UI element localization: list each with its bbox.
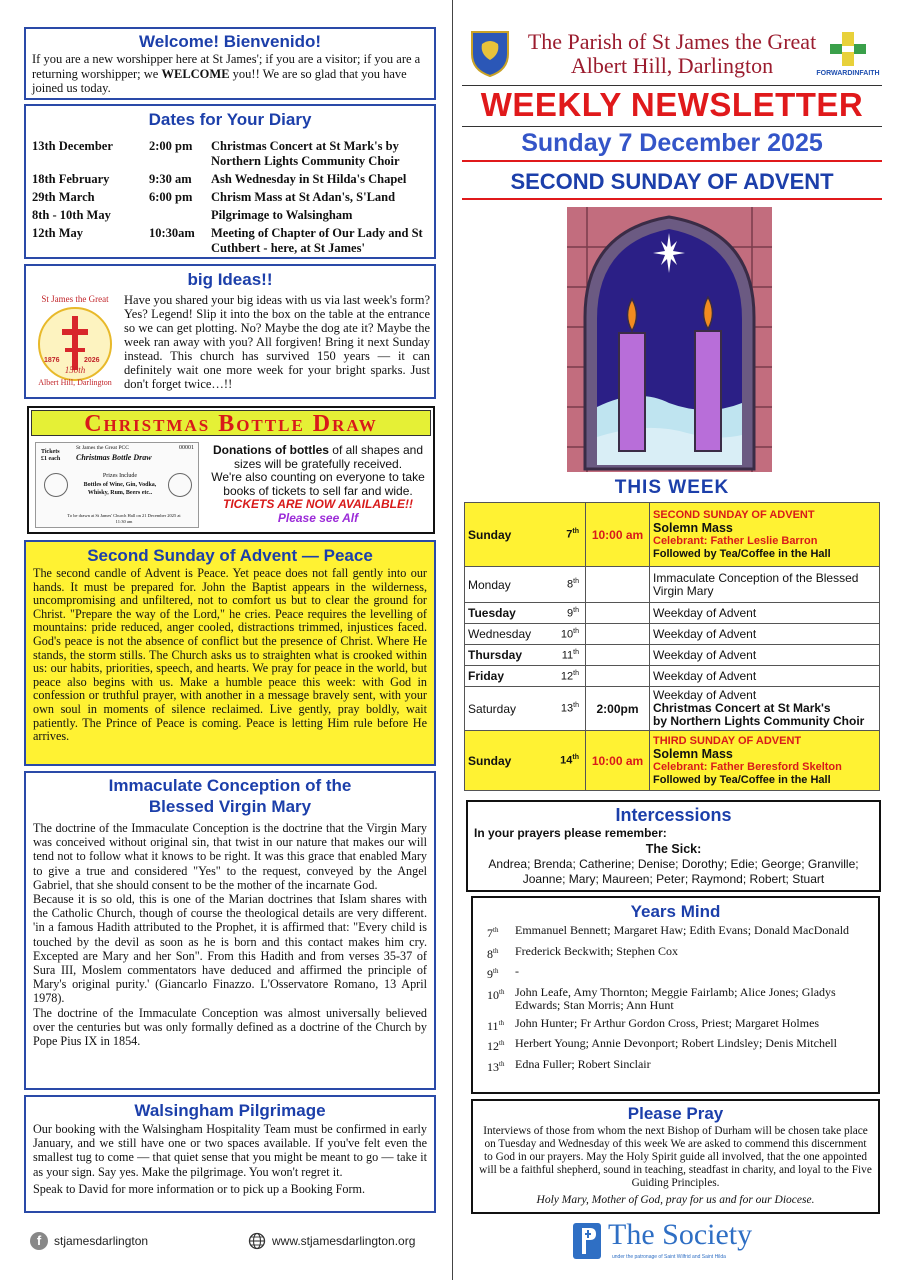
tickets-available: TICKETS ARE NOW AVAILABLE!! bbox=[223, 497, 413, 511]
week-event bbox=[650, 687, 880, 731]
week-date-digits: 10 bbox=[560, 628, 574, 641]
please-pray-text: Interviews of those from whom the next Bishop of Durham will be chosen take place on Tuesday and Wednesday of this week We are asked to commend this discernment to God in our prayers. May the Holy Spirit guide all involved, that the one appointed will be a faithful shepherd, sound in teaching, steadfast in charity, and loyal to the Five Guiding Principles. bbox=[479, 1125, 872, 1189]
diary-event: Christmas Concert at St Mark's by Northern Lights Community Choir bbox=[211, 139, 400, 168]
diary-event: Pilgrimage to Walsingham bbox=[211, 208, 353, 222]
week-date-suffix: th bbox=[573, 606, 579, 614]
week-row bbox=[465, 567, 880, 603]
week-event bbox=[650, 603, 880, 624]
years-mind-date bbox=[477, 1037, 515, 1054]
immaculate-title-1: Immaculate Conception of the bbox=[108, 776, 352, 795]
week-day: Tuesday bbox=[465, 603, 554, 624]
years-mind-date bbox=[477, 924, 515, 941]
intercessions-title: Intercessions bbox=[615, 805, 732, 825]
years-mind-date-digits: 8 bbox=[487, 946, 493, 961]
sick-label: The Sick: bbox=[645, 842, 702, 856]
society-emblem-icon bbox=[572, 1222, 602, 1260]
week-event bbox=[650, 666, 880, 687]
welcome-box bbox=[24, 27, 436, 100]
please-pray-title: Please Pray bbox=[627, 1104, 724, 1123]
week-event-line: Celebrant: Father Leslie Barron bbox=[653, 534, 818, 547]
logo-year-left: 1876 bbox=[44, 357, 60, 364]
parish-name-line-1: The Parish of St James the Great bbox=[527, 29, 817, 54]
facebook-icon: f bbox=[30, 1232, 48, 1250]
week-date-digits: 7 bbox=[566, 528, 573, 541]
advent-peace-text: The second candle of Advent is Peace. Yet peace does not fall gently into our hands. It must be prepared for. John the Baptist appears in the wilderness, uncompromising and unfiltered, not to comfort us but to clear the ground for Christ. "Prepare the way of the Lord," he cries. Peace requires the levelling of mountains: pride reduced, anger cooled, distractions trimmed, injustices faced. God's peace is not the absence of conflict but the presence of Christ. Where He stands, the storm stills. The Church asks us to straighten what is crooked within us: our habits, priorities, speech, and hearts. We pray for peace in the world, but peace also begins with us. Make a humble peace this week: with God in confession or truthful prayer, with another in a message bravely sent, with your own soul in moments of silence reclaimed. Live gently, pray boldly, wait patiently. The Prince of Peace is coming. Peace is letting Him rule before He arrives. bbox=[33, 566, 427, 744]
diary-date: 8th - 10th May bbox=[32, 208, 111, 222]
week-day: Monday bbox=[465, 567, 554, 603]
week-event bbox=[650, 567, 880, 603]
years-mind-date-suffix: th bbox=[493, 967, 499, 975]
years-mind-list bbox=[477, 924, 874, 1074]
diary-date: 13th December bbox=[32, 139, 113, 153]
advent-peace-box bbox=[24, 540, 436, 766]
intercessions-remember: In your prayers please remember: bbox=[474, 826, 667, 840]
week-row bbox=[465, 503, 880, 567]
immaculate-para-3: The doctrine of the Immaculate Conception was almost universally believed over the centuries but was only formally defined as a doctrine of the Church by Pope Pius IX in 1854. bbox=[33, 1005, 427, 1049]
years-mind-row bbox=[477, 965, 874, 982]
week-event-line: Solemn Mass bbox=[653, 520, 733, 535]
week-time bbox=[586, 645, 650, 666]
week-row bbox=[465, 666, 880, 687]
facebook-link[interactable] bbox=[30, 1232, 148, 1250]
years-mind-names: - bbox=[515, 964, 519, 978]
ticket-number: 00001 bbox=[179, 445, 194, 451]
years-mind-date-digits: 13 bbox=[487, 1059, 499, 1074]
donations-bold: Donations of bottles bbox=[212, 443, 329, 457]
diary-time: 6:00 pm bbox=[149, 190, 193, 204]
week-row bbox=[465, 687, 880, 731]
week-event-line: Weekday of Advent bbox=[653, 688, 757, 702]
website-link[interactable] bbox=[248, 1232, 415, 1250]
years-mind-date-digits: 11 bbox=[487, 1018, 499, 1033]
diary-title: Dates for Your Diary bbox=[148, 110, 312, 129]
week-date-suffix: th bbox=[573, 669, 579, 677]
header-rule-mid bbox=[462, 126, 882, 127]
diary-event: Meeting of Chapter of Our Lady and St Cuthbert - here, at St James' bbox=[211, 226, 423, 255]
diary-time: 2:00 pm bbox=[149, 139, 193, 153]
diary-date: 18th February bbox=[32, 172, 110, 186]
week-event-line: Followed by Tea/Coffee in the Hall bbox=[653, 547, 831, 560]
bottle-draw-box bbox=[27, 406, 435, 534]
years-mind-row bbox=[477, 1058, 874, 1075]
society-tagline: under the patronage of Saint Wilfrid and Saint Hilda bbox=[612, 1254, 726, 1260]
week-date-number bbox=[554, 666, 586, 687]
week-date-number bbox=[554, 687, 586, 731]
week-event-line: Weekday of Advent bbox=[653, 626, 757, 641]
years-mind-names: John Hunter; Fr Arthur Gordon Cross, Priest; Margaret Holmes bbox=[515, 1015, 820, 1030]
week-time bbox=[586, 666, 650, 687]
years-mind-title: Years Mind bbox=[630, 902, 721, 921]
donations-rest: of all shapes and sizes will be gratefully received. bbox=[233, 443, 424, 471]
years-mind-names: Emmanuel Bennett; Margaret Haw; Edith Evans; Donald MacDonald bbox=[515, 923, 850, 937]
week-row bbox=[465, 645, 880, 666]
week-row bbox=[465, 624, 880, 645]
week-date-suffix: th bbox=[573, 648, 579, 656]
week-time bbox=[586, 603, 650, 624]
years-mind-date-digits: 7 bbox=[487, 926, 493, 940]
week-event-line: Celebrant: Father Beresford Skelton bbox=[653, 760, 842, 773]
diary-row bbox=[32, 208, 428, 223]
welcome-title: Welcome! Bienvenido! bbox=[139, 32, 321, 51]
week-date-digits: 11 bbox=[561, 649, 574, 662]
society-logo bbox=[572, 1220, 822, 1264]
ticket-title: Christmas Bottle Draw bbox=[76, 453, 152, 462]
logo-top-text: St James the Great bbox=[41, 294, 109, 304]
week-date-digits: 12 bbox=[560, 670, 574, 683]
week-day: Sunday bbox=[465, 503, 554, 567]
diary-date: 12th May bbox=[32, 226, 84, 240]
years-mind-date bbox=[477, 1017, 515, 1034]
diary-event: Chrism Mass at St Adan's, S'Land bbox=[211, 190, 396, 204]
parish-name-line-2: Albert Hill, Darlington bbox=[570, 53, 774, 78]
week-date-number bbox=[554, 503, 586, 567]
week-row bbox=[465, 603, 880, 624]
please-pray-box bbox=[471, 1099, 880, 1214]
fif-label: FORWARDINFAITH bbox=[816, 70, 880, 77]
years-mind-date-suffix: th bbox=[499, 987, 505, 996]
week-date-number bbox=[554, 567, 586, 603]
years-mind-names: Edna Fuller; Robert Sinclair bbox=[515, 1056, 651, 1071]
years-mind-row bbox=[477, 986, 874, 1013]
advent-peace-title: Second Sunday of Advent — Peace bbox=[87, 546, 373, 565]
week-event-line: Immaculate Conception of the Blessed Virgin Mary bbox=[653, 570, 859, 598]
raffle-ticket bbox=[35, 442, 199, 528]
week-date-suffix: th bbox=[572, 754, 579, 762]
years-mind-date-suffix: th bbox=[499, 1059, 505, 1068]
week-date-number bbox=[554, 731, 586, 791]
diary-date: 29th March bbox=[32, 190, 95, 204]
website-url: www.stjamesdarlington.org bbox=[272, 1234, 416, 1248]
years-mind-row bbox=[477, 945, 874, 962]
this-week-title: THIS WEEK bbox=[614, 477, 730, 498]
ticket-right-emblem bbox=[168, 473, 192, 497]
header-rule-red-1 bbox=[462, 160, 882, 162]
years-mind-date-suffix: th bbox=[493, 926, 499, 934]
facebook-handle: stjamesdarlington bbox=[54, 1234, 149, 1248]
years-mind-row bbox=[477, 1037, 874, 1054]
years-mind-names: John Leafe, Amy Thornton; Meggie Fairlamb; Alice Jones; Gladys Edwards; Stan Morris; Ann Hunt bbox=[515, 984, 836, 1012]
week-event bbox=[650, 645, 880, 666]
week-time: 10:00 am bbox=[586, 731, 650, 791]
diary-row bbox=[32, 139, 428, 169]
welcome-text bbox=[32, 52, 428, 96]
week-date-number bbox=[554, 645, 586, 666]
sick-names: Andrea; Brenda; Catherine; Denise; Dorothy; Edie; George; Granville; Joanne; Mary; Maureen; Peter; Raymond; Robert; Stuart bbox=[488, 857, 859, 886]
advent-candles-illustration bbox=[567, 207, 772, 472]
ticket-prizes: Bottles of Wine, Gin, Vodka, Whisky, Rum, Beers etc.. bbox=[83, 482, 157, 496]
week-time: 10:00 am bbox=[586, 503, 650, 567]
week-event-line: Weekday of Advent bbox=[653, 668, 757, 683]
diary-time: 10:30am bbox=[149, 226, 195, 240]
week-event-line: by Northern Lights Community Choir bbox=[653, 714, 865, 728]
week-date-suffix: th bbox=[573, 578, 579, 586]
logo-bottom-text: Albert Hill, Darlington bbox=[38, 378, 112, 387]
week-date-number bbox=[554, 603, 586, 624]
week-event-line: SECOND SUNDAY OF ADVENT bbox=[653, 508, 815, 521]
years-mind-date-suffix: th bbox=[498, 1018, 505, 1027]
week-day: Saturday bbox=[465, 687, 554, 731]
years-mind-date bbox=[477, 986, 515, 1013]
week-row bbox=[465, 731, 880, 791]
counting-text: We're also counting on everyone to take books of tickets to sell far and wide. bbox=[211, 470, 425, 498]
immaculate-para-2: Because it is so old, this is one of the Marian doctrines that Islam shares with the Catholic Church, though of course the theological details are very different. 'in a famous Hadith attributed to the Prophet, it is affirmed that: "Every child is touched by the devil as soon as he is born and this contact makes him cry. Excepted are Mary and her Son". From this Hadith and from verses 35-37 of Sura III, Moslem commentators have deduced and affirmed the principle of Mary's original purity.' (Giancarlo Finazzo. L'Osservatore Romano, 13 April 1978). bbox=[33, 892, 427, 1006]
ticket-left-emblem bbox=[44, 473, 68, 497]
diary-row bbox=[32, 226, 428, 256]
week-date-suffix: th bbox=[572, 528, 579, 536]
week-date-number bbox=[554, 624, 586, 645]
parish-crest-icon bbox=[470, 30, 510, 78]
forward-in-faith-logo bbox=[812, 30, 884, 82]
years-mind-names: Frederick Beckwith; Stephen Cox bbox=[515, 943, 678, 958]
years-mind-date bbox=[477, 1058, 515, 1075]
welcome-text-2: you!! We are so glad that you have joined us today. bbox=[32, 66, 407, 95]
years-mind-date-suffix: th bbox=[493, 946, 499, 955]
diary-list bbox=[32, 139, 428, 256]
welcome-text-1: If you are a new worshipper here at St James'; if you are a visitor; if you are a returning worshipper; we bbox=[32, 52, 421, 81]
diary-row bbox=[32, 172, 428, 187]
diary-time bbox=[149, 208, 211, 223]
ticket-price-label: Tickets bbox=[41, 449, 60, 455]
week-event-line: Weekday of Advent bbox=[653, 647, 757, 662]
big-ideas-box bbox=[24, 264, 436, 399]
big-ideas-title: big Ideas!! bbox=[187, 270, 273, 289]
ticket-prizes-label: Prizes Include bbox=[102, 473, 138, 479]
week-day: Friday bbox=[465, 666, 554, 687]
ticket-footer: To be drawn at St James' Church Hall on 21 December 2025 at 11:30 am bbox=[67, 513, 181, 524]
years-mind-box bbox=[471, 896, 880, 1094]
week-event-line: Solemn Mass bbox=[653, 746, 733, 761]
column-divider bbox=[452, 0, 453, 1280]
cross-icon bbox=[812, 30, 884, 70]
big-ideas-text: Have you shared your big ideas with us via last week's form? Yes? Legend! Slip it into the box on the table at the entrance so we can get plotting. No? Maybe the dog ate it? Maybe the week ran away with you? All forgiven! Bring it next Sunday instead. This church has survived 150 years — it can definitely wait one more week for your bright sparks. Just don't forget twice…!! bbox=[124, 293, 430, 391]
week-date-digits: 8 bbox=[567, 578, 574, 591]
bottle-draw-text bbox=[205, 444, 431, 525]
occasion-title: SECOND SUNDAY OF ADVENT bbox=[510, 169, 834, 194]
welcome-text-bold: WELCOME bbox=[161, 66, 230, 81]
years-mind-date-digits: 9 bbox=[487, 967, 493, 981]
week-event bbox=[650, 624, 880, 645]
week-time bbox=[586, 624, 650, 645]
society-name: The Society bbox=[608, 1218, 753, 1251]
anniversary-logo bbox=[32, 292, 118, 396]
ticket-header: St James the Great PCC bbox=[76, 445, 129, 451]
week-time: 2:00pm bbox=[586, 687, 650, 731]
week-date-digits: 14 bbox=[560, 754, 573, 767]
this-week-table bbox=[464, 502, 880, 791]
bottle-draw-title: Christmas Bottle Draw bbox=[84, 411, 378, 437]
logo-mid-text: 150th bbox=[64, 365, 86, 375]
week-event-line: THIRD SUNDAY OF ADVENT bbox=[653, 734, 802, 747]
week-date-suffix: th bbox=[573, 627, 579, 635]
week-day: Thursday bbox=[465, 645, 554, 666]
walsingham-title: Walsingham Pilgrimage bbox=[134, 1101, 326, 1120]
week-date-suffix: th bbox=[573, 702, 579, 710]
years-mind-date-digits: 12 bbox=[487, 1039, 499, 1053]
years-mind-row bbox=[477, 1017, 874, 1034]
week-time bbox=[586, 567, 650, 603]
diary-row bbox=[32, 190, 428, 205]
week-event-line: Followed by Tea/Coffee in the Hall bbox=[653, 773, 831, 786]
donations-text bbox=[205, 444, 431, 471]
week-event bbox=[650, 503, 880, 567]
years-mind-names: Herbert Young; Annie Devonport; Robert Lindsley; Denis Mitchell bbox=[515, 1036, 837, 1050]
this-week-table-wrap bbox=[464, 502, 882, 791]
week-day: Sunday bbox=[465, 731, 554, 791]
diary-event: Ash Wednesday in St Hilda's Chapel bbox=[211, 172, 407, 186]
week-date-digits: 13 bbox=[560, 702, 574, 715]
bottle-draw-title-banner bbox=[31, 410, 431, 436]
see-alf: Please see Alf bbox=[277, 510, 359, 525]
years-mind-row bbox=[477, 924, 874, 941]
years-mind-date bbox=[477, 945, 515, 962]
logo-year-right: 2026 bbox=[84, 357, 100, 364]
years-mind-date-suffix: th bbox=[499, 1039, 505, 1047]
years-mind-date bbox=[477, 965, 515, 982]
diary-time: 9:30 am bbox=[149, 172, 192, 186]
diary-box bbox=[24, 104, 436, 259]
immaculate-box bbox=[24, 771, 436, 1090]
immaculate-title-2: Blessed Virgin Mary bbox=[148, 797, 312, 816]
week-date-digits: 9 bbox=[567, 607, 574, 620]
years-mind-date-digits: 10 bbox=[487, 987, 499, 1002]
walsingham-para-1: Our booking with the Walsingham Hospitality Team must be confirmed in early January, and we still have one or two spaces available. If you've felt even the smallest tug to come — that quiet sense that you might be meant to go — take it as your sign. Say yes. Make the pilgrimage. You won't regret it. bbox=[33, 1122, 427, 1179]
immaculate-para-1: The doctrine of the Immaculate Conception is the doctrine that the Virgin Mary was conceived without original sin, that twist in our nature that makes our will tend not to follow what it knows to be right. It was this grace that enabled Mary to give a true and considered "Yes" to the request, conveyed by the Angel Gabriel, that she should consent to be the mother of the incarnate God. bbox=[33, 821, 427, 892]
week-event bbox=[650, 731, 880, 791]
header-rule-red-2 bbox=[462, 198, 882, 200]
please-pray-closing: Holy Mary, Mother of God, pray for us and for our Diocese. bbox=[536, 1194, 815, 1206]
walsingham-para-2: Speak to David for more information or to pick up a Booking Form. bbox=[33, 1181, 366, 1196]
globe-icon bbox=[248, 1232, 266, 1250]
walsingham-box bbox=[24, 1095, 436, 1213]
newsletter-title: WEEKLY NEWSLETTER bbox=[480, 86, 864, 123]
newsletter-date: Sunday 7 December 2025 bbox=[521, 129, 823, 157]
intercessions-box bbox=[466, 800, 881, 892]
ticket-price: £1 each bbox=[41, 456, 61, 462]
week-day: Wednesday bbox=[465, 624, 554, 645]
week-event-line: Christmas Concert at St Mark's bbox=[653, 701, 831, 715]
week-event-line: Weekday of Advent bbox=[653, 605, 757, 620]
